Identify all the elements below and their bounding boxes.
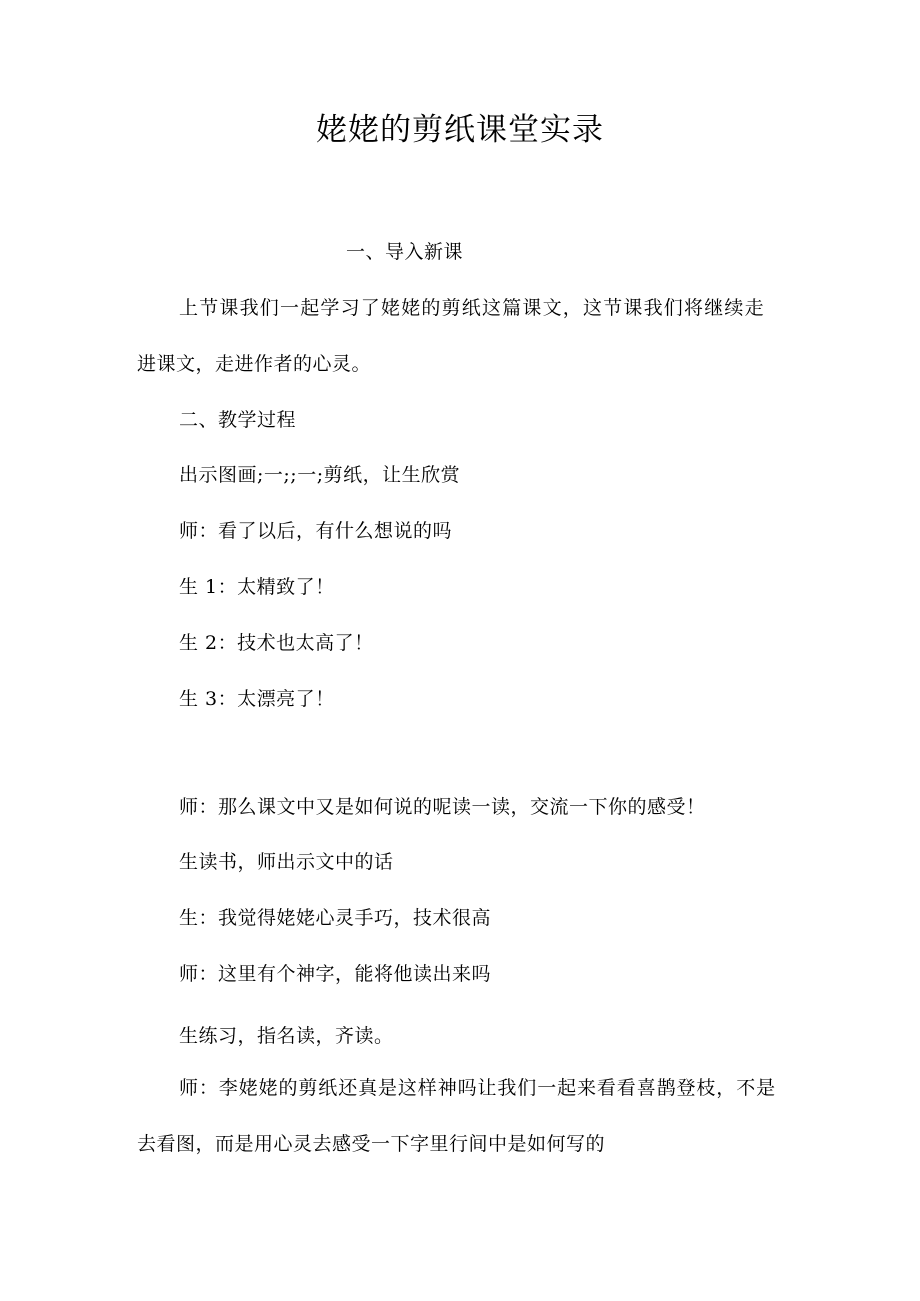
paragraph-practice: 生练习，指名读，齐读。 [179, 1025, 394, 1047]
teacher-paragraph-line-2: 去看图，而是用心灵去感受一下字里行间中是如何写的 [137, 1133, 606, 1155]
teacher-question-3: 师：这里有个神字，能将他读出来吗 [179, 963, 492, 985]
intro-paragraph-line-2: 进课文，走进作者的心灵。 [137, 353, 372, 375]
paragraph-students-read: 生读书，师出示文中的话 [179, 851, 394, 873]
section-heading-process: 二、教学过程 [179, 409, 297, 431]
student-answer-2: 生 2：技术也太高了！ [179, 632, 374, 654]
student-answer-1: 生 1：太精致了！ [179, 576, 335, 598]
document-title: 姥姥的剪纸课堂实录 [316, 112, 604, 148]
paragraph-show-pictures: 出示图画;一;;一;剪纸，让生欣赏 [179, 464, 461, 486]
teacher-paragraph-line-1: 师：李姥姥的剪纸还真是这样神吗让我们一起来看看喜鹊登枝，不是 [179, 1077, 777, 1099]
student-answer-4: 生：我觉得姥姥心灵手巧，技术很高 [179, 907, 492, 929]
intro-paragraph-line-1: 上节课我们一起学习了姥姥的剪纸这篇课文，这节课我们将继续走 [179, 297, 765, 319]
teacher-question-1: 师：看了以后，有什么想说的吗 [179, 520, 453, 542]
section-heading-intro: 一、导入新课 [346, 241, 464, 263]
student-answer-3: 生 3：太漂亮了！ [179, 688, 335, 710]
teacher-question-2: 师：那么课文中又是如何说的呢读一读，交流一下你的感受！ [179, 796, 706, 818]
